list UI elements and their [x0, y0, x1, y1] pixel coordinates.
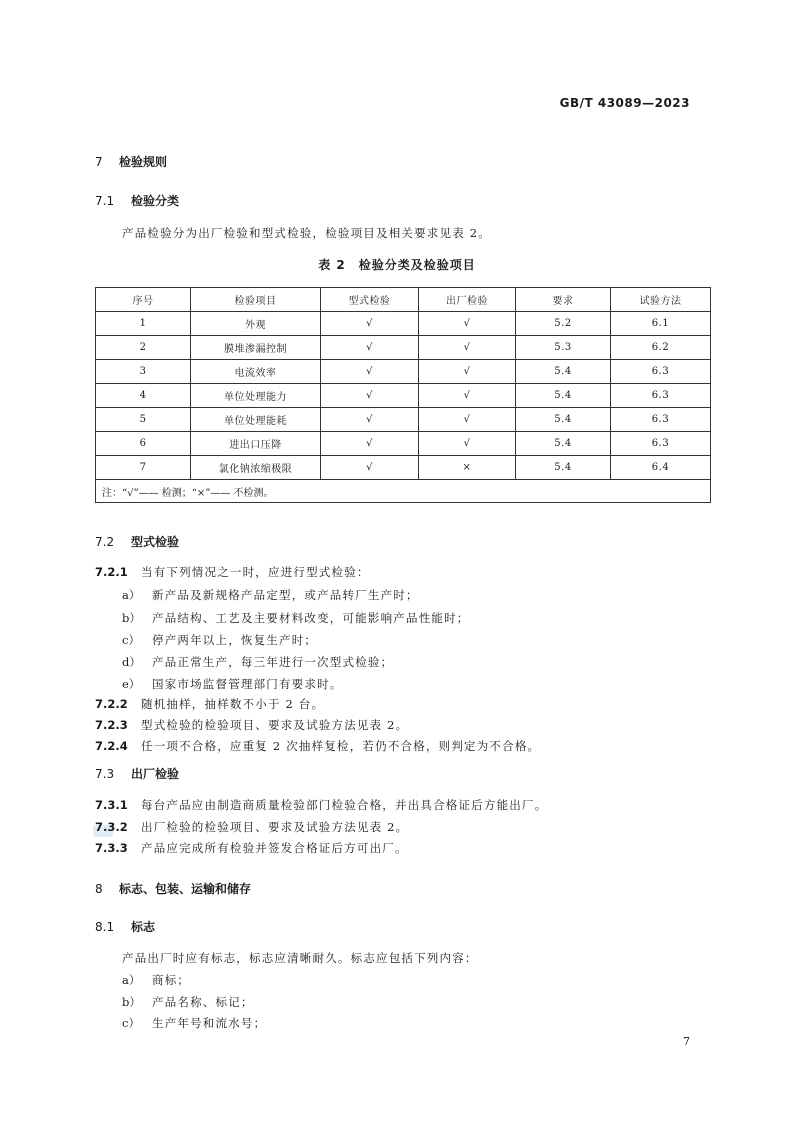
table-cell: √: [321, 360, 419, 384]
list-item: [122, 587, 419, 603]
list-item-label: c）: [122, 1016, 140, 1030]
table-cell: 电流效率: [191, 360, 321, 384]
clause-7-3-2: [95, 819, 408, 835]
clause-number: 7.3.3: [95, 841, 128, 855]
section-title: 标志、包装、运输和储存: [119, 882, 252, 896]
section-8-heading: [95, 880, 251, 897]
clause-7-2-1: [95, 564, 370, 580]
table-cell: √: [321, 408, 419, 432]
table-cell: 单位处理能耗: [191, 408, 321, 432]
table-cell: √: [419, 384, 516, 408]
table-cell: 6.2: [611, 336, 711, 360]
table-cell: 进出口压降: [191, 432, 321, 456]
section-number: 7: [95, 155, 103, 169]
clause-number: 7.3.1: [95, 798, 128, 812]
table-cell: 2: [96, 336, 191, 360]
table-cell: √: [419, 312, 516, 336]
clause-number: 7.2.3: [95, 718, 128, 732]
table-cell: 5.4: [516, 432, 611, 456]
column-header: 出厂检验: [419, 288, 516, 312]
list-item-text: 产品名称、标记；: [152, 995, 254, 1009]
list-item: [122, 676, 343, 692]
table-cell: 外观: [191, 312, 321, 336]
inspection-table: [95, 287, 711, 503]
list-item-label: a）: [122, 973, 141, 987]
section-title: 检验分类: [131, 194, 180, 208]
table-row: [96, 384, 711, 408]
column-header: 序号: [96, 288, 191, 312]
table-cell: 单位处理能力: [191, 384, 321, 408]
table-cell: 4: [96, 384, 191, 408]
section-title: 出厂检验: [131, 767, 180, 781]
list-item-text: 新产品及新规格产品定型，或产品转厂生产时；: [152, 588, 419, 602]
table-cell: 5.4: [516, 360, 611, 384]
table-cell: 6.3: [611, 384, 711, 408]
list-item-text: 生产年号和流水号；: [152, 1016, 267, 1030]
clause-7-3-3: [95, 840, 408, 856]
table-cell: 6.1: [611, 312, 711, 336]
clause-text: 随机抽样，抽样数不小于 2 台。: [141, 697, 325, 711]
table-cell: 5: [96, 408, 191, 432]
list-item: [122, 610, 470, 626]
list-item-label: b）: [122, 995, 141, 1009]
section-7-1-paragraph: 产品检验分为出厂检验和型式检验，检验项目及相关要求见表 2。: [122, 226, 491, 240]
clause-text: 任一项不合格，应重复 2 次抽样复检，若仍不合格，则判定为不合格。: [141, 739, 541, 753]
table-cell: 7: [96, 456, 191, 480]
table-cell: 5.4: [516, 408, 611, 432]
table-row: [96, 408, 711, 432]
list-item: [122, 972, 190, 988]
table-cell: 6.3: [611, 408, 711, 432]
table-row: [96, 432, 711, 456]
list-item-text: 停产两年以上，恢复生产时；: [152, 633, 318, 647]
clause-7-2-4: [95, 738, 540, 754]
clause-text: 型式检验的检验项目、要求及试验方法见表 2。: [141, 718, 409, 732]
table-cell: 1: [96, 312, 191, 336]
list-item-label: e）: [122, 677, 141, 691]
section-8-1-heading: [95, 918, 155, 935]
section-title: 标志: [131, 920, 156, 934]
list-item-label: b）: [122, 611, 141, 625]
column-header: 型式检验: [321, 288, 419, 312]
table-cell: 6.4: [611, 456, 711, 480]
table-cell: √: [321, 384, 419, 408]
list-item: [122, 994, 254, 1010]
clause-7-3-1: [95, 797, 547, 813]
column-header: 检验项目: [191, 288, 321, 312]
section-number: 8.1: [95, 920, 115, 934]
table-cell: 5.4: [516, 456, 611, 480]
table-header-row: [96, 288, 711, 312]
list-item-label: c）: [122, 633, 140, 647]
table-row: [96, 312, 711, 336]
table-cell: 5.2: [516, 312, 611, 336]
list-item: [122, 654, 393, 670]
clause-number: 7.2.4: [95, 739, 128, 753]
list-item: [122, 1015, 266, 1031]
section-title: 检验规则: [119, 155, 168, 169]
table-cell: √: [321, 432, 419, 456]
table-cell: 6.3: [611, 432, 711, 456]
section-8-1-paragraph: 产品出厂时应有标志，标志应清晰耐久。标志应包括下列内容：: [122, 951, 478, 965]
table-cell: √: [419, 432, 516, 456]
clause-text: 每台产品应由制造商质量检验部门检验合格，并出具合格证后方能出厂。: [141, 798, 548, 812]
table-row: [96, 336, 711, 360]
clause-number: 7.3.2: [95, 820, 128, 834]
table-cell: 3: [96, 360, 191, 384]
list-item-text: 产品正常生产，每三年进行一次型式检验；: [152, 655, 394, 669]
table-cell: √: [321, 312, 419, 336]
list-item-label: d）: [122, 655, 141, 669]
clause-7-2-3: [95, 717, 408, 733]
clause-number: 7.2.2: [95, 697, 128, 711]
table-cell: √: [419, 360, 516, 384]
table-row: [96, 456, 711, 480]
table-cell: 5.4: [516, 384, 611, 408]
table-cell: 氯化钠浓缩极限: [191, 456, 321, 480]
table-row: [96, 360, 711, 384]
column-header: 试验方法: [611, 288, 711, 312]
section-number: 7.2: [95, 535, 115, 549]
clause-7-2-2: [95, 696, 324, 712]
section-7-1-heading: [95, 192, 179, 209]
section-7-3-heading: [95, 765, 179, 782]
table-cell: 6.3: [611, 360, 711, 384]
column-header: 要求: [516, 288, 611, 312]
list-item: [122, 632, 317, 648]
table-note-row: [96, 480, 711, 503]
section-number: 7.1: [95, 194, 115, 208]
list-item-text: 商标；: [152, 973, 191, 987]
table-cell: 5.3: [516, 336, 611, 360]
clause-text: 产品应完成所有检验并签发合格证后方可出厂。: [141, 841, 408, 855]
list-item-text: 国家市场监督管理部门有要求时。: [152, 677, 343, 691]
table-cell: √: [419, 336, 516, 360]
page-number: 7: [683, 1035, 690, 1048]
standard-id: GB/T 43089—2023: [559, 96, 690, 110]
table-cell: 膜堆渗漏控制: [191, 336, 321, 360]
list-item-text: 产品结构、工艺及主要材料改变，可能影响产品性能时；: [152, 611, 470, 625]
section-number: 7.3: [95, 767, 115, 781]
table-cell: ×: [419, 456, 516, 480]
clause-text: 当有下列情况之一时，应进行型式检验：: [141, 565, 370, 579]
section-7-heading: [95, 153, 167, 170]
section-7-2-heading: [95, 533, 179, 550]
table-cell: √: [419, 408, 516, 432]
table-note: 注：“√”—— 检测；“×”—— 不检测。: [96, 480, 711, 503]
clause-text: 出厂检验的检验项目、要求及试验方法见表 2。: [141, 820, 409, 834]
clause-number: 7.2.1: [95, 565, 128, 579]
table-cell: √: [321, 336, 419, 360]
section-title: 型式检验: [131, 535, 180, 549]
table-cell: 6: [96, 432, 191, 456]
table-caption: 表 2 检验分类及检验项目: [318, 258, 476, 272]
table-cell: √: [321, 456, 419, 480]
section-number: 8: [95, 882, 103, 896]
list-item-label: a）: [122, 588, 141, 602]
